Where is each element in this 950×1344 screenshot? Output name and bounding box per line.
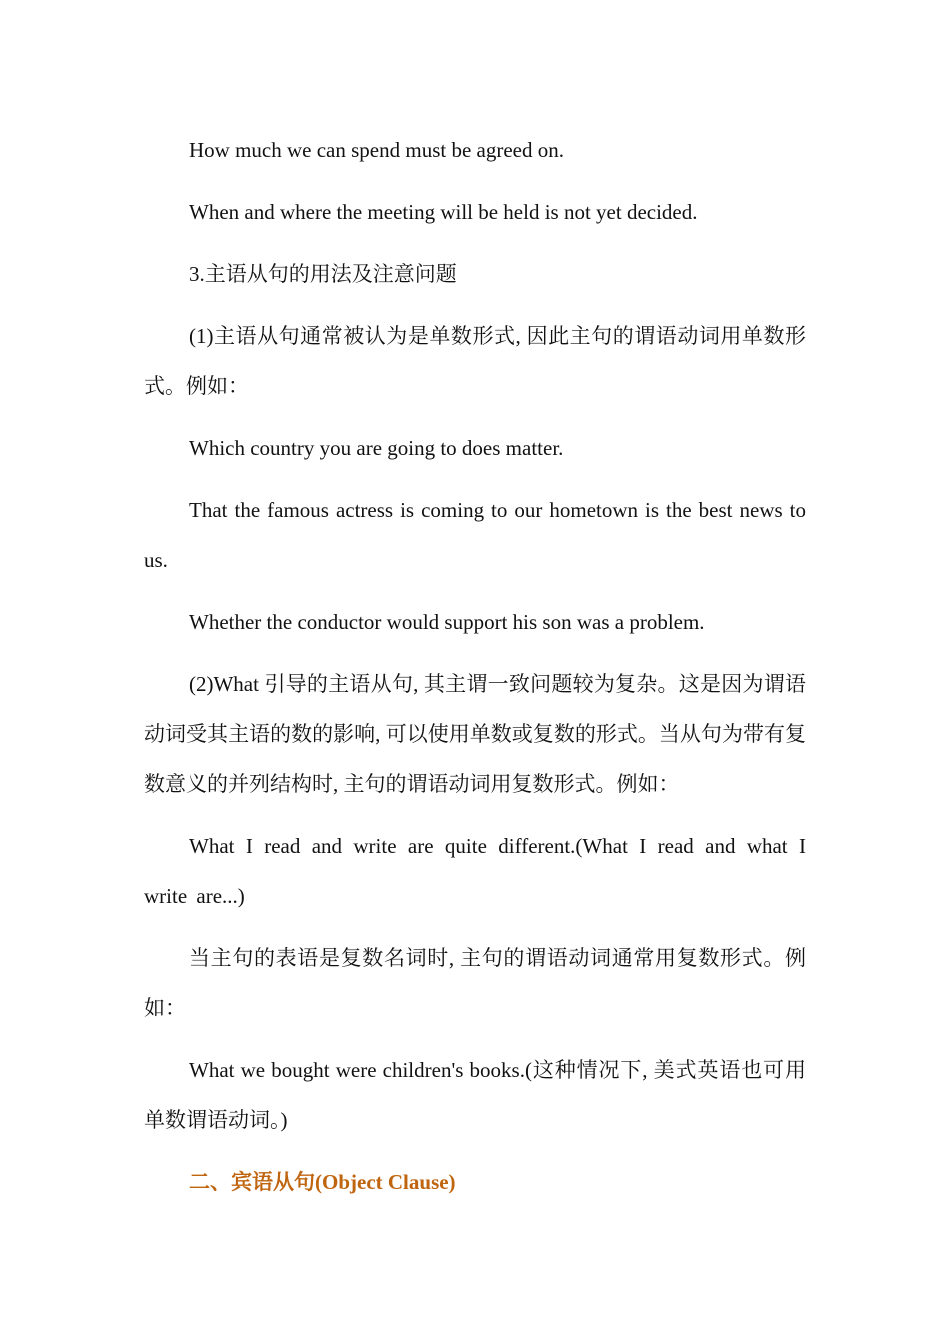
example-sentence-when-where: When and where the meeting will be held is not yet decided. [189,200,698,224]
rule-plural-predicative-paragraph: 当主句的表语是复数名词时, 主句的谓语动词通常用复数形式。例如： [144,946,806,1020]
example-sentence-conductor: Whether the conductor would support his son was a problem. [189,610,705,634]
example-sentence-childrens-books: What we bought were children's books.(这种情况下, 美式英语也可用单数谓语动词。) [144,1058,806,1132]
rule-1-paragraph: (1)主语从句通常被认为是单数形式, 因此主句的谓语动词用单数形式。例如： [144,324,806,398]
example-sentence-which-country: Which country you are going to does matter. [189,436,564,460]
example-sentence-famous-actress: That the famous actress is coming to our hometown is the best news to us. [144,498,806,572]
example-sentence-read-write: What I read and write are quite different.(What I read and what I write are...) [144,834,806,908]
section-subtitle-usage: 3.主语从句的用法及注意问题 [189,262,457,286]
section-heading-object-clause: 二、宾语从句(Object Clause) [189,1170,456,1194]
rule-2-paragraph: (2)What 引导的主语从句, 其主谓一致问题较为复杂。这是因为谓语动词受其主语的数的影响, 可以使用单数或复数的形式。当从句为带有复数意义的并列结构时, 主句的谓语动词用复数形式。例如： [144,672,806,796]
example-sentence-how-much: How much we can spend must be agreed on. [189,138,564,162]
